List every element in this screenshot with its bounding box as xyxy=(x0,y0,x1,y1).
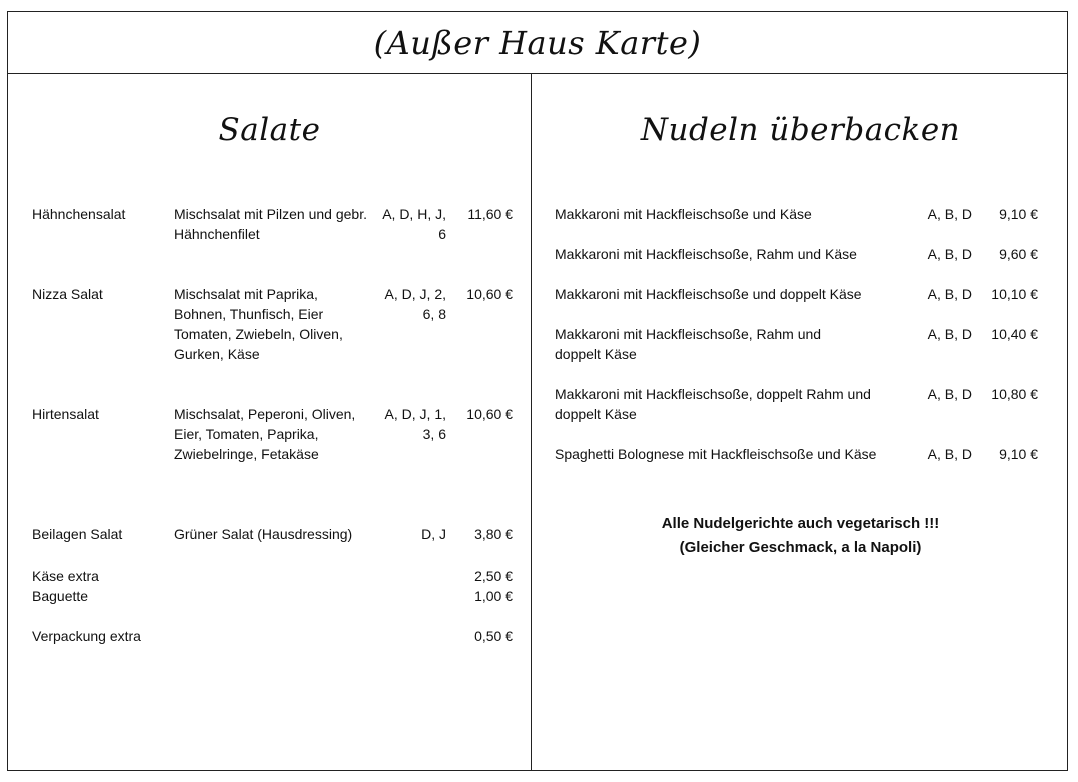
item-price: 9,60 € xyxy=(999,246,1038,262)
item-price: 10,40 € xyxy=(991,326,1038,342)
item-name: Hähnchensalat xyxy=(32,206,126,222)
item-price: 10,80 € xyxy=(991,386,1038,402)
extra-name: Käse extra xyxy=(32,568,99,584)
allergen-codes: A, B, D xyxy=(927,286,972,302)
extra-name: Verpackung extra xyxy=(32,628,141,644)
extra-price: 0,50 € xyxy=(474,628,513,644)
item-name: Makkaroni mit Hackfleischsoße und doppelt Käse xyxy=(555,286,862,302)
item-name: Beilagen Salat xyxy=(32,526,123,542)
title-bar xyxy=(8,12,1067,74)
allergen-codes: D, J xyxy=(421,526,446,542)
vegetarian-note xyxy=(532,512,1069,560)
vegetarian-note-line2: (Gleicher Geschmack, a la Napoli) xyxy=(679,539,922,556)
nudeln-heading: Nudeln überbacken xyxy=(640,112,961,148)
allergen-codes: A, B, D xyxy=(927,246,972,262)
allergen-codes: A, B, D xyxy=(927,206,972,222)
allergen-codes: A, D, J, 2, 6, 8 xyxy=(384,286,446,322)
item-price: 9,10 € xyxy=(999,446,1038,462)
item-price: 10,60 € xyxy=(466,406,513,422)
item-price: 10,10 € xyxy=(991,286,1038,302)
item-price: 10,60 € xyxy=(466,286,513,302)
extra-name: Baguette xyxy=(32,588,89,604)
item-description: Mischsalat, Peperoni, Oliven, Eier, Tomaten, Paprika, Zwiebelringe, Fetakäse xyxy=(174,406,356,462)
item-price: 9,10 € xyxy=(999,206,1038,222)
item-price: 3,80 € xyxy=(474,526,513,542)
item-name: Makkaroni mit Hackfleischsoße und Käse xyxy=(555,206,812,222)
menu-title: (Außer Haus Karte) xyxy=(373,23,702,62)
item-name: Spaghetti Bolognese mit Hackfleischsoße und Käse xyxy=(555,446,877,462)
item-name: Makkaroni mit Hackfleischsoße, Rahm und Käse xyxy=(555,246,857,262)
item-name: Makkaroni mit Hackfleischsoße, doppelt Rahm und doppelt Käse xyxy=(555,386,871,422)
allergen-codes: A, D, J, 1, 3, 6 xyxy=(384,406,446,442)
item-description: Mischsalat mit Pilzen und gebr. Hähnchenfilet xyxy=(174,206,367,242)
salate-heading: Salate xyxy=(218,112,321,148)
salate-column xyxy=(8,74,531,771)
allergen-codes: A, B, D xyxy=(927,326,972,342)
item-description: Grüner Salat (Hausdressing) xyxy=(174,526,353,542)
item-name: Makkaroni mit Hackfleischsoße, Rahm und doppelt Käse xyxy=(555,326,822,362)
item-price: 11,60 € xyxy=(467,206,513,222)
allergen-codes: A, D, H, J, 6 xyxy=(382,206,446,242)
menu-frame xyxy=(7,11,1068,771)
item-name: Nizza Salat xyxy=(32,286,103,302)
extra-price: 2,50 € xyxy=(474,568,513,584)
allergen-codes: A, B, D xyxy=(927,446,972,462)
nudeln-column xyxy=(532,74,1069,771)
allergen-codes: A, B, D xyxy=(927,386,972,402)
extra-price: 1,00 € xyxy=(474,588,513,604)
vegetarian-note-line1: Alle Nudelgerichte auch vegetarisch !!! xyxy=(661,515,940,532)
item-name: Hirtensalat xyxy=(32,406,99,422)
item-description: Mischsalat mit Paprika, Bohnen, Thunfisch, Eier Tomaten, Zwiebeln, Oliven, Gurken, Käse xyxy=(174,286,343,362)
